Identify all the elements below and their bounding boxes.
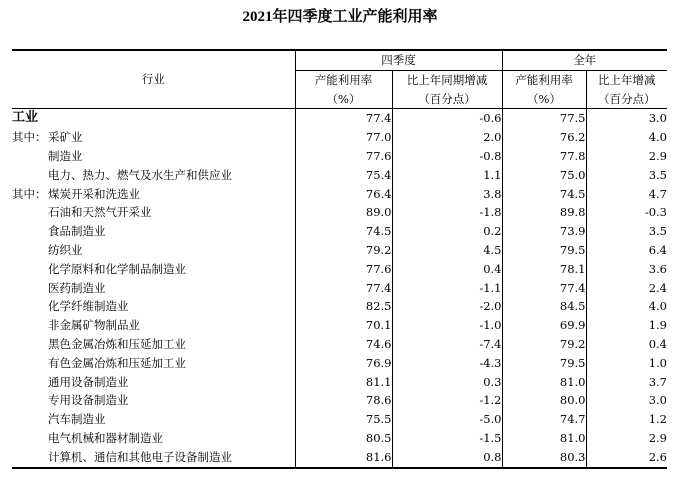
row-name-label: 纺织业 (48, 242, 83, 257)
header-q4-change (392, 70, 502, 109)
cell-y-rate: 78.1 (502, 260, 586, 279)
cell-y-rate: 76.2 (502, 128, 586, 147)
row-name-label: 通用设备制造业 (48, 374, 129, 389)
cell-q-chg: -7.4 (392, 335, 502, 354)
cell-q-chg: 0.8 (392, 448, 502, 468)
page-title: 2021年四季度工业产能利用率 (242, 9, 438, 25)
cell-y-rate: 81.0 (502, 429, 586, 448)
header-year-rate (502, 70, 586, 109)
row-name-label: 制造业 (48, 148, 83, 163)
row-name-label: 医药制造业 (48, 280, 106, 295)
cell-q-rate: 70.1 (295, 316, 392, 335)
row-name-label: 食品制造业 (48, 224, 106, 239)
cell-y-rate: 89.8 (502, 203, 586, 222)
row-name-label: 计算机、通信和其他电子设备制造业 (48, 449, 232, 464)
cell-q-rate: 82.5 (295, 297, 392, 316)
row-industry-name (12, 109, 295, 128)
cell-y-rate: 69.9 (502, 316, 586, 335)
header-year-change-line2: （百分点） (598, 91, 656, 106)
row-industry-name (12, 260, 295, 279)
row-industry-name (12, 241, 295, 260)
cell-y-chg: 4.0 (586, 128, 667, 147)
table-row (12, 109, 667, 128)
row-name-label: 工业 (12, 110, 39, 126)
cell-y-rate: 80.3 (502, 448, 586, 468)
cell-y-rate: 74.7 (502, 410, 586, 429)
cell-q-chg: 0.3 (392, 373, 502, 392)
capacity-utilization-table (12, 49, 667, 469)
cell-q-chg: -1.1 (392, 279, 502, 298)
cell-y-chg: 3.0 (586, 391, 667, 410)
cell-q-rate: 89.0 (295, 203, 392, 222)
cell-q-chg: 0.2 (392, 222, 502, 241)
cell-y-rate: 79.5 (502, 241, 586, 260)
table-row (12, 316, 667, 335)
row-name-label: 化学纤维制造业 (48, 299, 129, 314)
cell-y-rate: 80.0 (502, 391, 586, 410)
cell-y-chg: 1.9 (586, 316, 667, 335)
cell-q-rate: 78.6 (295, 391, 392, 410)
cell-y-rate: 77.4 (502, 279, 586, 298)
header-q4: 四季度 (295, 50, 502, 70)
header-row-top (12, 50, 667, 70)
cell-q-chg: 4.5 (392, 241, 502, 260)
cell-q-chg: -1.5 (392, 429, 502, 448)
header-year-change-line1: 比上年增减 (598, 72, 656, 87)
table-body (12, 109, 667, 468)
cell-q-rate: 76.4 (295, 185, 392, 204)
header-q4-rate-line2: （%） (326, 91, 361, 106)
row-lead-label: 其中： (12, 186, 47, 201)
cell-y-chg: 2.9 (586, 429, 667, 448)
row-industry-name (12, 373, 295, 392)
table-row (12, 222, 667, 241)
row-name-label: 石油和天然气开采业 (48, 205, 152, 220)
cell-q-rate: 74.5 (295, 222, 392, 241)
cell-q-rate: 77.0 (295, 128, 392, 147)
cell-y-chg: 3.7 (586, 373, 667, 392)
cell-y-rate: 79.2 (502, 335, 586, 354)
table-row (12, 128, 667, 147)
cell-q-rate: 77.4 (295, 109, 392, 128)
cell-q-chg: -4.3 (392, 354, 502, 373)
cell-q-chg: -5.0 (392, 410, 502, 429)
cell-q-rate: 80.5 (295, 429, 392, 448)
cell-y-chg: 4.0 (586, 297, 667, 316)
table-row (12, 147, 667, 166)
row-name-label: 有色金属冶炼和压延加工业 (48, 355, 186, 370)
cell-y-rate: 73.9 (502, 222, 586, 241)
table-row (12, 203, 667, 222)
cell-y-rate: 79.5 (502, 354, 586, 373)
row-industry-name (12, 354, 295, 373)
cell-q-chg: -2.0 (392, 297, 502, 316)
row-name-label: 化学原料和化学制品制造业 (48, 261, 186, 276)
cell-y-chg: 1.0 (586, 354, 667, 373)
table-row (12, 373, 667, 392)
header-industry: 行业 (12, 50, 295, 109)
cell-y-chg: 0.4 (586, 335, 667, 354)
cell-y-rate: 77.5 (502, 109, 586, 128)
row-name-label: 采矿业 (48, 130, 83, 145)
row-industry-name (12, 185, 295, 204)
table-row (12, 241, 667, 260)
cell-q-rate: 76.9 (295, 354, 392, 373)
cell-y-rate: 81.0 (502, 373, 586, 392)
cell-y-chg: 4.7 (586, 185, 667, 204)
header-year-rate-line2: （%） (527, 91, 561, 106)
cell-q-chg: -0.8 (392, 147, 502, 166)
cell-q-rate: 75.4 (295, 166, 392, 185)
table-row (12, 354, 667, 373)
cell-q-chg: -1.2 (392, 391, 502, 410)
row-industry-name (12, 128, 295, 147)
cell-y-chg: 2.9 (586, 147, 667, 166)
cell-q-rate: 77.6 (295, 147, 392, 166)
row-lead-label: 其中： (12, 130, 47, 145)
header-q4-rate-line1: 产能利用率 (314, 72, 373, 87)
row-industry-name (12, 279, 295, 298)
table-row (12, 410, 667, 429)
cell-q-rate: 75.5 (295, 410, 392, 429)
row-industry-name (12, 297, 295, 316)
cell-q-rate: 77.4 (295, 279, 392, 298)
table-row (12, 166, 667, 185)
cell-y-chg: 3.5 (586, 222, 667, 241)
cell-y-rate: 75.0 (502, 166, 586, 185)
cell-q-rate: 79.2 (295, 241, 392, 260)
table-row (12, 335, 667, 354)
cell-y-chg: 6.4 (586, 241, 667, 260)
cell-y-chg: -0.3 (586, 203, 667, 222)
header-full-year: 全年 (502, 50, 667, 70)
cell-y-chg: 3.5 (586, 166, 667, 185)
table-row (12, 185, 667, 204)
header-year-rate-line1: 产能利用率 (515, 72, 573, 87)
cell-y-chg: 2.6 (586, 448, 667, 468)
cell-y-rate: 77.8 (502, 147, 586, 166)
cell-q-rate: 77.6 (295, 260, 392, 279)
cell-q-chg: -1.8 (392, 203, 502, 222)
cell-y-chg: 2.4 (586, 279, 667, 298)
row-industry-name (12, 448, 295, 468)
row-industry-name (12, 429, 295, 448)
header-q4-change-line1: 比上年同期增减 (406, 72, 488, 87)
row-industry-name (12, 166, 295, 185)
row-industry-name (12, 410, 295, 429)
table-row (12, 391, 667, 410)
row-name-label: 电力、热力、燃气及水生产和供应业 (48, 167, 232, 182)
cell-q-rate: 81.1 (295, 373, 392, 392)
row-name-label: 专用设备制造业 (48, 393, 129, 408)
row-industry-name (12, 316, 295, 335)
header-q4-rate (295, 70, 392, 109)
row-name-label: 煤炭开采和洗选业 (48, 186, 140, 201)
header-year-change (586, 70, 667, 109)
cell-q-chg: 2.0 (392, 128, 502, 147)
table-row (12, 279, 667, 298)
cell-y-chg: 3.0 (586, 109, 667, 128)
cell-y-chg: 3.6 (586, 260, 667, 279)
row-name-label: 汽车制造业 (48, 412, 106, 427)
cell-y-rate: 84.5 (502, 297, 586, 316)
cell-q-chg: 1.1 (392, 166, 502, 185)
cell-q-chg: -0.6 (392, 109, 502, 128)
table-row (12, 429, 667, 448)
table-row (12, 297, 667, 316)
row-name-label: 非金属矿物制品业 (48, 318, 140, 333)
table-row (12, 448, 667, 468)
table-row (12, 260, 667, 279)
row-industry-name (12, 203, 295, 222)
row-industry-name (12, 147, 295, 166)
row-name-label: 电气机械和器材制造业 (48, 430, 163, 445)
cell-q-rate: 74.6 (295, 335, 392, 354)
row-industry-name (12, 335, 295, 354)
cell-q-chg: 0.4 (392, 260, 502, 279)
cell-y-chg: 1.2 (586, 410, 667, 429)
header-q4-change-line2: （百分点） (418, 91, 476, 106)
cell-q-chg: 3.8 (392, 185, 502, 204)
cell-y-rate: 74.5 (502, 185, 586, 204)
cell-q-chg: -1.0 (392, 316, 502, 335)
row-industry-name (12, 222, 295, 241)
row-industry-name (12, 391, 295, 410)
row-name-label: 黑色金属冶炼和压延加工业 (48, 336, 186, 351)
cell-q-rate: 81.6 (295, 448, 392, 468)
